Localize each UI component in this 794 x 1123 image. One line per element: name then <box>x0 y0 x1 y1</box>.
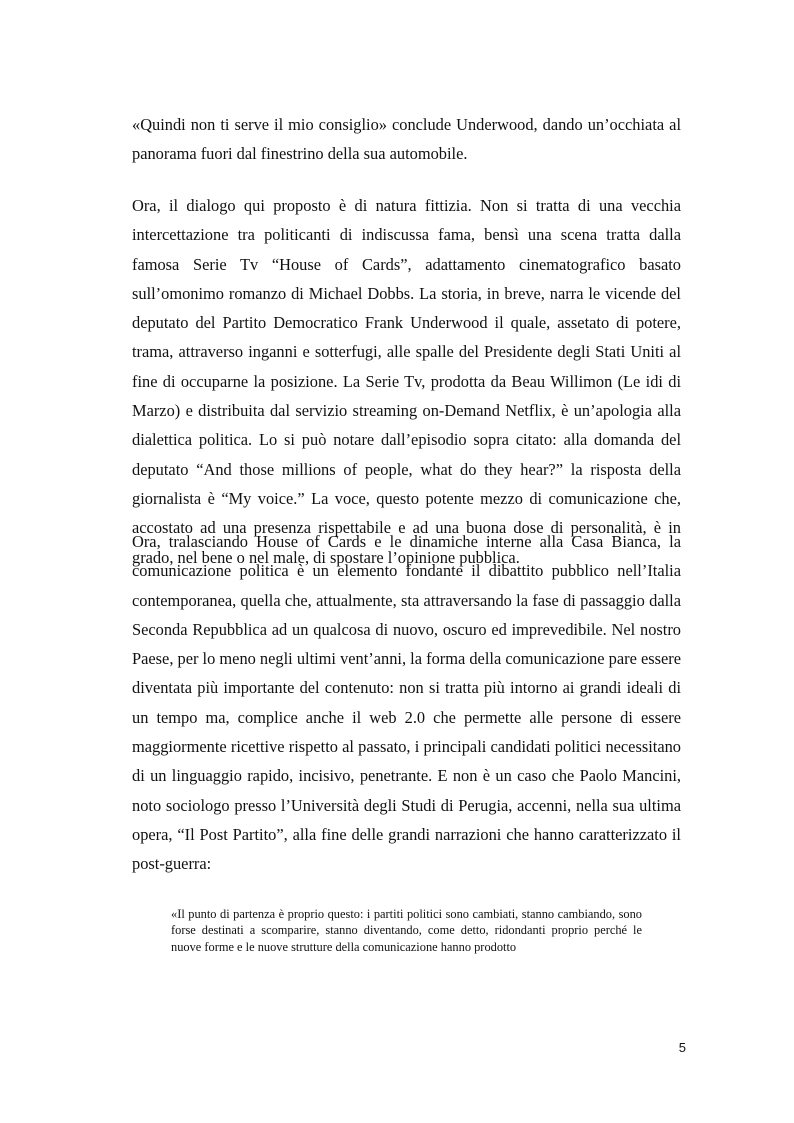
page-number: 5 <box>678 1040 686 1055</box>
paragraph-house-of-cards: Ora, il dialogo qui proposto è di natura fittizia. Non si tratta di una vecchia intercettazione tra politicanti di indiscussa fama, bensì una scena tratta dalla famosa Serie Tv “House of Cards”, adattamento cinematografico basato sull’omonimo romanzo di Michael Dobbs. La storia, in breve, narra le vicende del deputato del Partito Democratico Frank Underwood il quale, assetato di potere, trama, attraverso inganni e sotterfugi, alle spalle del Presidente degli Stati Uniti al fine di occuparne la posizione. La Serie Tv, prodotta da Beau Willimon (Le idi di Marzo) e distribuita dal servizio streaming on-Demand Netflix, è un’apologia alla dialettica politica. Lo si può notare dall’episodio sopra citato: alla domanda del deputato “And those millions of people, what do they hear?” la risposta della giornalista è “My voice.” La voce, questo potente mezzo di comunicazione che, accostato ad una presenza rispettabile e ad una buona dose di personalità, è in grado, nel bene o nel male, di spostare l’opinione pubblica. <box>132 196 681 567</box>
paragraph-underwood-quote: «Quindi non ti serve il mio consiglio» conclude Underwood, dando un’occhiata al panorama fuori dal finestrino della sua automobile. <box>132 115 681 164</box>
block-quote: «Il punto di partenza è proprio questo: i partiti politici sono cambiati, stanno cambiando, sono forse destinati a scomparire, stanno diventando, come detto, ridondanti proprio perché le nuove forme e le nuove strutture della comunicazione hanno prodotto <box>171 907 642 954</box>
paragraph-political-communication: Ora, tralasciando House of Cards e le dinamiche interne alla Casa Bianca, la comunicazione politica è un elemento fondante il dibattito pubblico nell’Italia contemporanea, quella che, attualmente, sta attraversando la fase di passaggio dalla Seconda Repubblica ad un qualcosa di nuovo, oscuro ed imprevedibile. Nel nostro Paese, per lo meno negli ultimi vent’anni, la forma della comunicazione pare essere diventata più importante del contenuto: non si tratta più intorno ai grandi ideali di un tempo ma, complice anche il web 2.0 che permette alle persone di essere maggiormente ricettive rispetto al passato, i principali candidati politici necessitano di un linguaggio rapido, incisivo, penetrante. E non è un caso che Paolo Mancini, noto sociologo presso l’Università degli Studi di Perugia, accenni, nella sua ultima opera, “Il Post Partito”, alla fine delle grandi narrazioni che hanno caratterizzato il post-guerra: <box>132 532 681 874</box>
